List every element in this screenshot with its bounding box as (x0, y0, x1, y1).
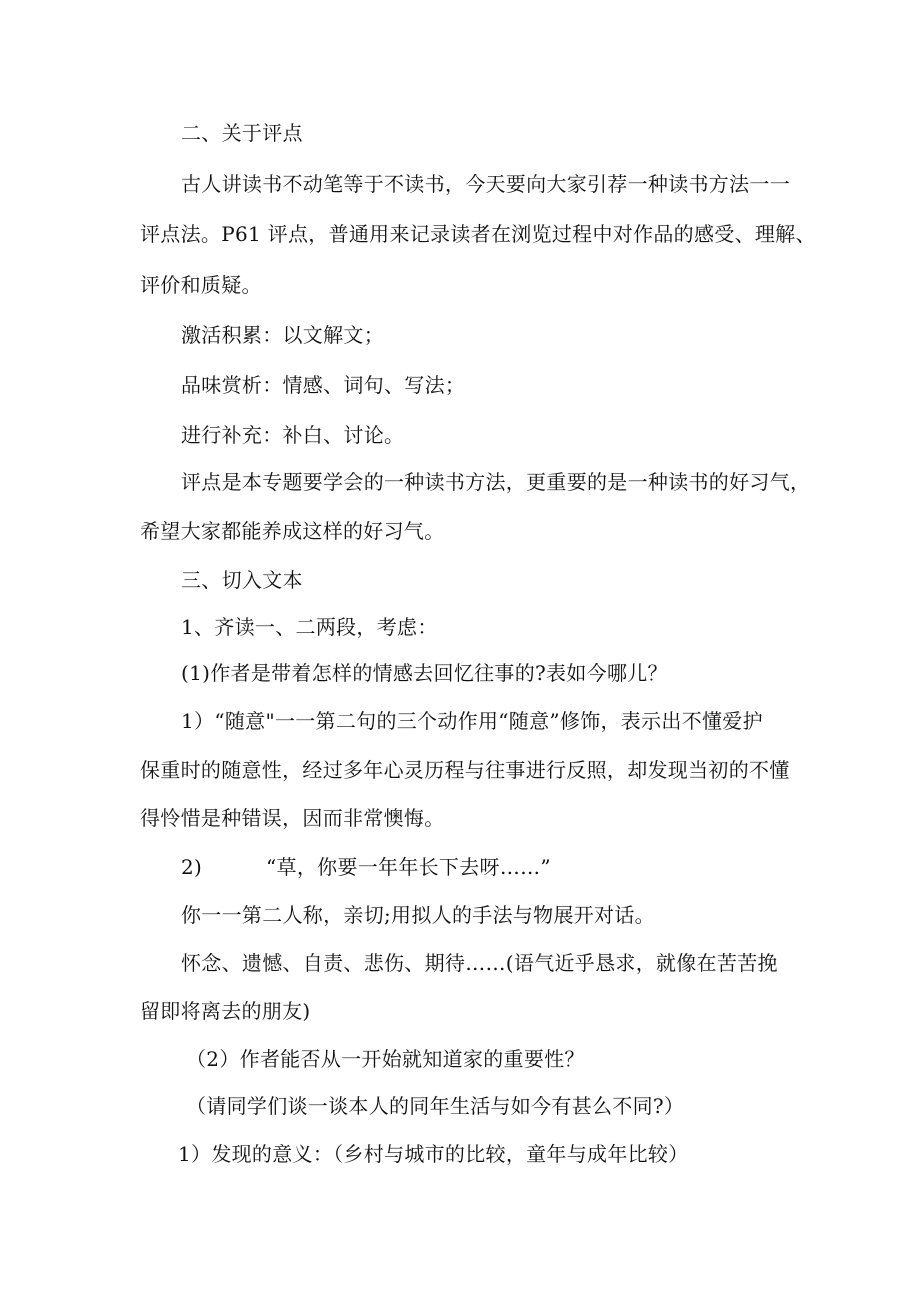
answer-line: 怀念、遗憾、自责、悲伤、期待……(语气近乎恳求，就像在苦苦挽 (181, 951, 778, 975)
question-note: （请同学们谈一谈本人的同年生活与如今有甚么不同?） (186, 1094, 685, 1118)
paragraph-line: 希望大家都能养成这样的好习气。 (140, 519, 445, 543)
list-item: 激活积累：以文解文； (181, 323, 384, 347)
list-item: 品味赏析：情感、词句、写法； (181, 373, 466, 397)
section-heading-3: 三、切入文本 (181, 568, 303, 592)
answer-line: 保重时的随意性，经过多年心灵历程与往事进行反照，却发现当初的不懂 (140, 758, 790, 782)
paragraph-line: 评点法。P61 评点，普通用来记录读者在浏览过程中对作品的感受、理解、 (140, 222, 816, 246)
quote-line: “草，你要一年年长下去呀……” (266, 855, 551, 879)
answer-line: 得怜惜是种错误，因而非常懊悔。 (140, 806, 445, 830)
paragraph-line: 古人讲读书不动笔等于不读书，今天要向大家引荐一种读书方法一一 (181, 172, 790, 196)
list-item: 进行补充：补白、讨论。 (181, 423, 405, 447)
question-line: （2）作者能否从一开始就知道家的重要性？ (186, 1047, 585, 1071)
paragraph-line: 评点是本专题要学会的一种读书方法，更重要的是一种读书的好习气， (181, 470, 811, 494)
answer-line: 1）发现的意义：（乡村与城市的比较，童年与成年比较） (178, 1142, 689, 1166)
answer-line: 你一一第二人称，亲切;用拟人的手法与物展开对话。 (181, 903, 655, 927)
question-line: 1、齐读一、二两段，考虑： (181, 615, 438, 639)
answer-line: 留即将离去的朋友) (140, 999, 311, 1023)
question-line: (1)作者是带着怎样的情感去回忆往事的?表如今哪儿？ (181, 661, 668, 685)
section-heading-2: 二、关于评点 (181, 121, 303, 145)
answer-line: 1）“随意"一一第二句的三个动作用“随意”修饰，表示出不懂爱护 (181, 709, 763, 733)
paragraph-line: 评价和质疑。 (140, 273, 262, 297)
answer-number: 2) (181, 855, 203, 879)
